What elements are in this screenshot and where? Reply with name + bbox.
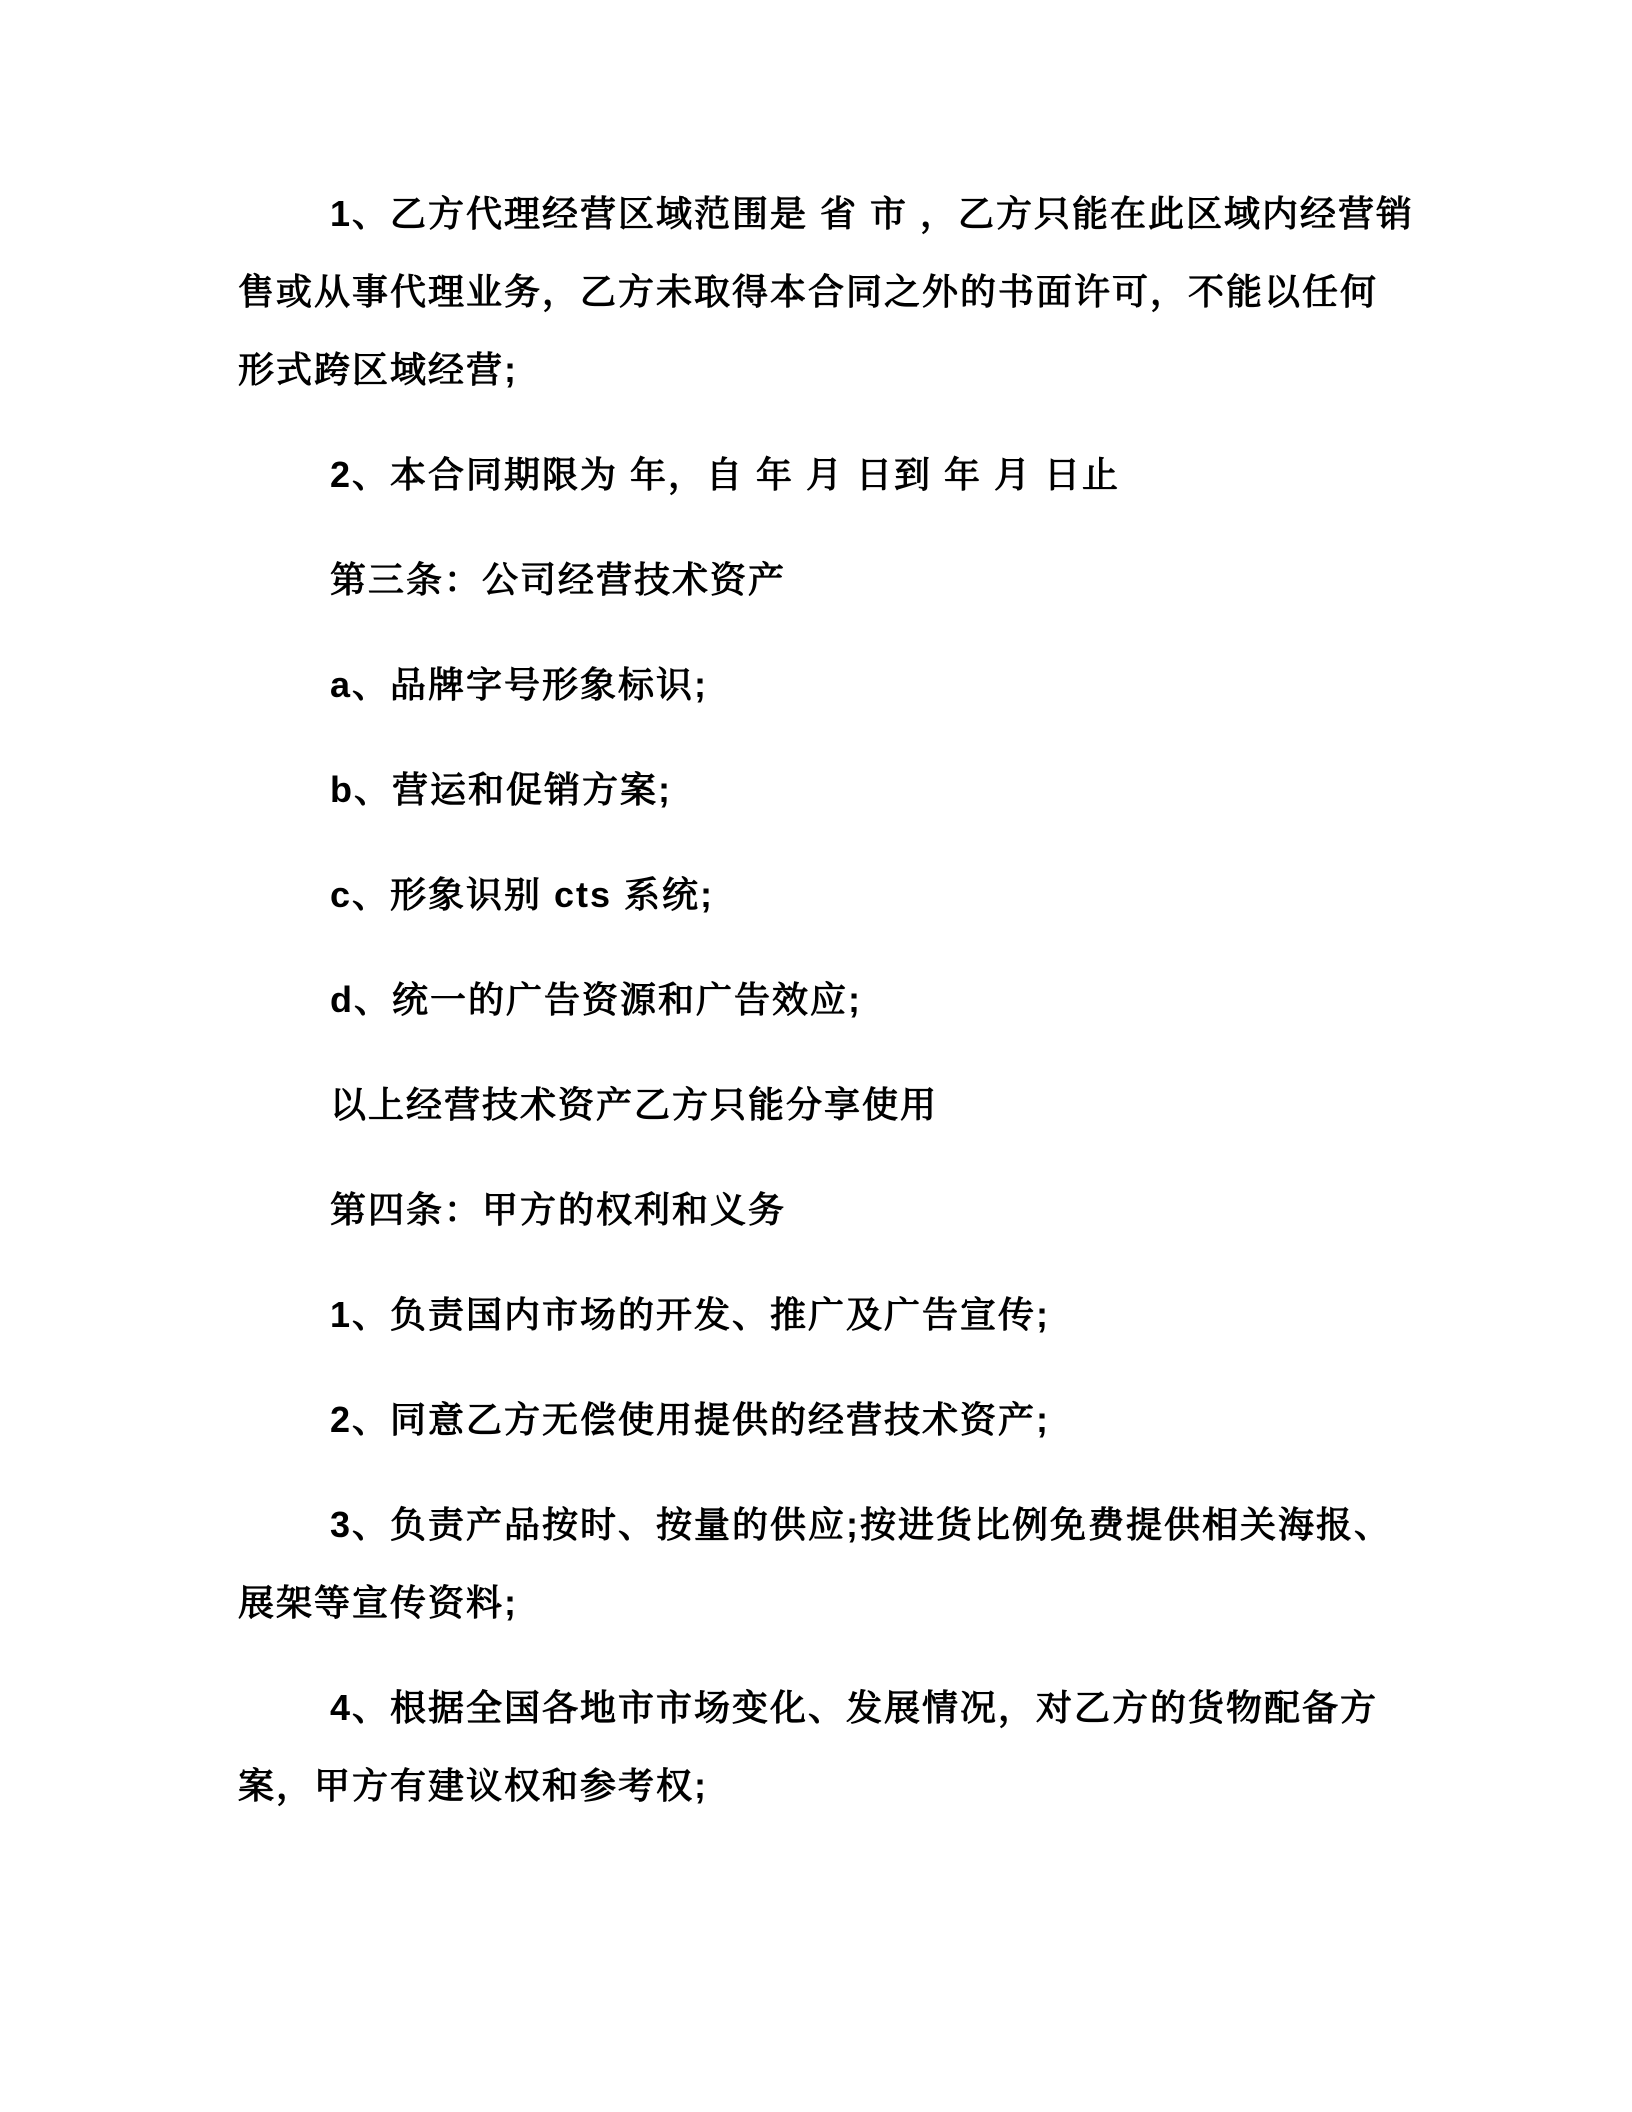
text-line: c、形象识别 cts 系统; <box>330 874 715 915</box>
text-line: b、营运和促销方案; <box>330 769 672 810</box>
paragraph <box>238 646 1394 724</box>
text-line: 售或从事代理业务，乙方未取得本合同之外的书面许可，不能以任何 <box>238 271 1379 312</box>
text-line: 2、同意乙方无偿使用提供的经营技术资产; <box>330 1399 1051 1440</box>
paragraph <box>238 541 1394 619</box>
paragraph <box>238 961 1394 1039</box>
text-line: 以上经营技术资产乙方只能分享使用 <box>330 1084 939 1125</box>
paragraph <box>238 1066 1394 1144</box>
paragraph <box>238 1276 1394 1354</box>
paragraph <box>238 856 1394 934</box>
paragraph <box>238 1381 1394 1459</box>
paragraph <box>238 1171 1394 1249</box>
paragraph <box>238 1486 1394 1642</box>
text-line: 1、乙方代理经营区域范围是 省 市 ，乙方只能在此区域内经营销 <box>330 193 1415 234</box>
text-line: 形式跨区域经营; <box>238 349 518 390</box>
text-line: 第三条：公司经营技术资产 <box>330 559 787 600</box>
paragraph <box>238 175 1415 409</box>
text-line: d、统一的广告资源和广告效应; <box>330 979 862 1020</box>
text-line: 2、本合同期限为 年，自 年 月 日到 年 月 日止 <box>330 454 1121 495</box>
text-line: 1、负责国内市场的开发、推广及广告宣传; <box>330 1294 1051 1335</box>
text-line: 3、负责产品按时、按量的供应;按进货比例免费提供相关海报、 <box>330 1504 1393 1545</box>
text-line: 案，甲方有建议权和参考权; <box>238 1765 708 1806</box>
paragraph <box>238 1669 1394 1825</box>
text-line: 第四条：甲方的权利和义务 <box>330 1189 787 1230</box>
text-line: a、品牌字号形象标识; <box>330 664 709 705</box>
document-body <box>238 175 1415 1825</box>
text-line: 展架等宣传资料; <box>238 1582 518 1623</box>
text-line: 4、根据全国各地市市场变化、发展情况，对乙方的货物配备方 <box>330 1687 1379 1728</box>
paragraph <box>238 751 1394 829</box>
paragraph <box>238 436 1394 514</box>
